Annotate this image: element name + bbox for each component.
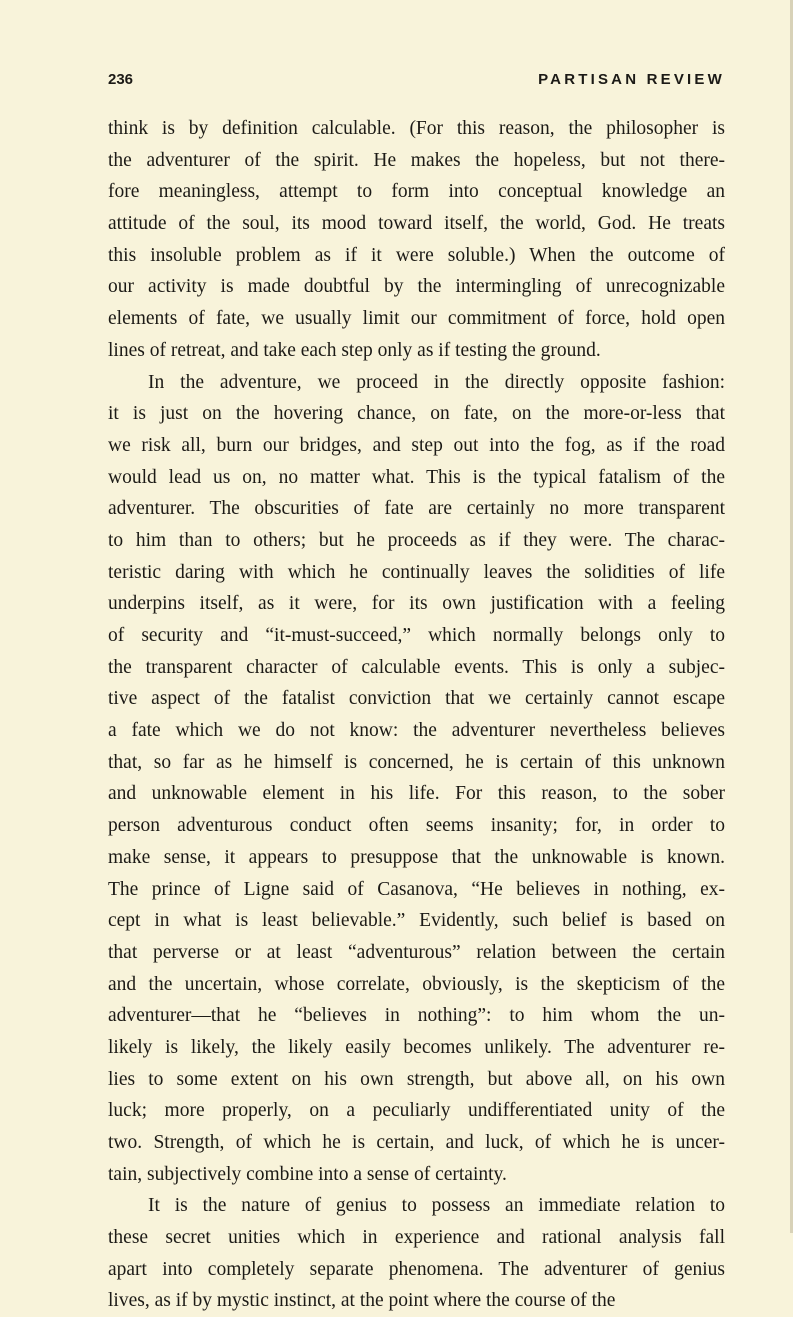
text-line: It is the nature of genius to possess an immediate relation to xyxy=(148,1195,725,1217)
paragraph xyxy=(108,113,725,367)
paragraph xyxy=(108,1190,725,1317)
text-line: lines of retreat, and take each step only as if testing the ground. xyxy=(108,339,601,361)
journal-title: PARTISAN REVIEW xyxy=(538,71,725,88)
text-line: to him than to others; but he proceeds as if they were. The charac- xyxy=(108,529,725,551)
text-line: luck; more properly, on a peculiarly undifferentiated unity of the xyxy=(108,1100,725,1122)
text-line: adventurer. The obscurities of fate are certainly no more transparent xyxy=(108,498,725,520)
text-line: it is just on the hovering chance, on fate, on the more-or-less that xyxy=(108,403,725,425)
text-line: teristic daring with which he continually leaves the solidities of life xyxy=(108,561,725,583)
running-head xyxy=(108,68,725,92)
text-line: the transparent character of calculable events. This is only a subjec- xyxy=(108,656,725,678)
text-line: apart into completely separate phenomena. The adventurer of genius xyxy=(108,1258,725,1280)
text-line: think is by definition calculable. (For this reason, the philosopher is xyxy=(108,118,725,139)
text-line: would lead us on, no matter what. This is the typical fatalism of the xyxy=(108,466,725,488)
body-text xyxy=(108,113,725,1317)
text-line: that perverse or at least “adventurous” relation between the certain xyxy=(108,941,725,963)
text-line: we risk all, burn our bridges, and step out into the fog, as if the road xyxy=(108,434,725,456)
text-line: lies to some extent on his own strength, but above all, on his own xyxy=(108,1068,725,1090)
text-line: tain, subjectively combine into a sense of certainty. xyxy=(108,1163,507,1185)
text-line: In the adventure, we proceed in the directly opposite fashion: xyxy=(148,371,725,393)
text-line: attitude of the soul, its mood toward itself, the world, God. He treats xyxy=(108,213,725,235)
text-line: this insoluble problem as if it were soluble.) When the outcome of xyxy=(108,244,725,266)
text-line: of security and “it-must-succeed,” which normally belongs only to xyxy=(108,625,725,646)
text-line: that, so far as he himself is concerned, he is certain of this unknown xyxy=(108,751,725,773)
paragraph xyxy=(108,367,725,1191)
text-line: elements of fate, we usually limit our commitment of force, hold open xyxy=(108,308,725,330)
text-line: and unknowable element in his life. For this reason, to the sober xyxy=(108,783,725,805)
text-line: make sense, it appears to presuppose that the unknowable is known. xyxy=(108,846,725,868)
text-line: person adventurous conduct often seems insanity; for, in order to xyxy=(108,815,725,837)
text-line: a fate which we do not know: the adventurer nevertheless believes xyxy=(108,720,725,742)
text-line: our activity is made doubtful by the intermingling of unrecognizable xyxy=(108,276,725,298)
text-line: the adventurer of the spirit. He makes the hopeless, but not there- xyxy=(108,149,725,171)
text-line: likely is likely, the likely easily becomes unlikely. The adventurer re- xyxy=(108,1036,725,1058)
text-line: underpins itself, as it were, for its own justification with a feeling xyxy=(108,593,725,615)
page-number: 236 xyxy=(108,71,134,88)
text-line: adventurer—that he “believes in nothing”: to him whom the un- xyxy=(108,1005,725,1027)
text-line: these secret unities which in experience and rational analysis fall xyxy=(108,1227,725,1249)
text-line: The prince of Ligne said of Casanova, “He believes in nothing, ex- xyxy=(108,878,725,900)
text-line: cept in what is least believable.” Evidently, such belief is based on xyxy=(108,910,725,932)
text-line: two. Strength, of which he is certain, and luck, of which he is uncer- xyxy=(108,1132,725,1153)
text-line: tive aspect of the fatalist conviction that we certainly cannot escape xyxy=(108,688,725,710)
text-line: lives, as if by mystic instinct, at the point where the course of the xyxy=(108,1290,616,1312)
text-line: fore meaningless, attempt to form into conceptual knowledge an xyxy=(108,181,725,203)
text-line: and the uncertain, whose correlate, obviously, is the skepticism of the xyxy=(108,973,725,995)
